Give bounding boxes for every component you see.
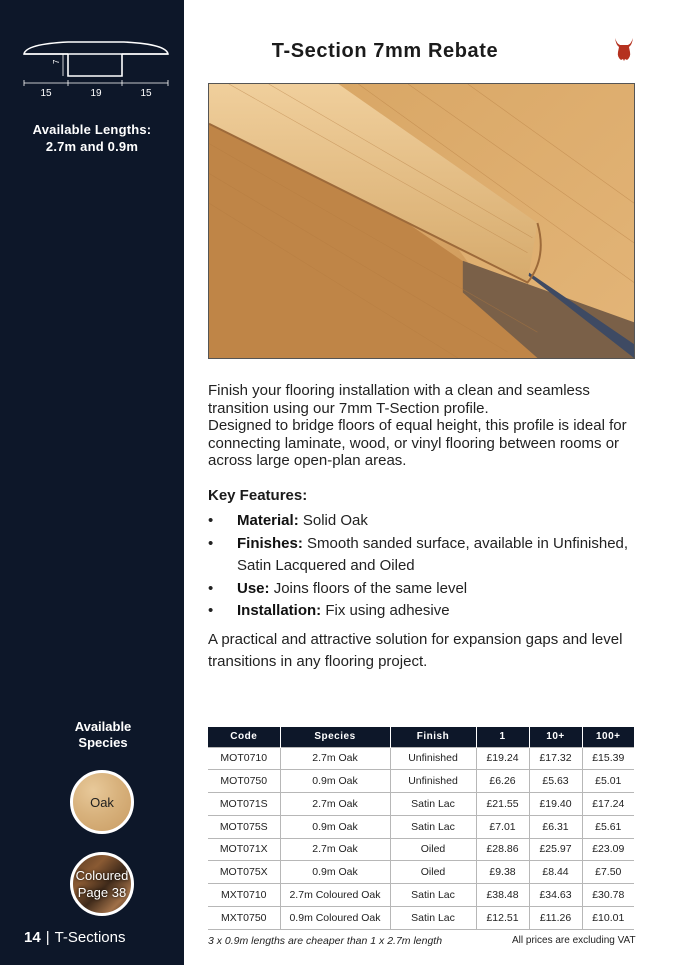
feature-text: Smooth sanded surface, available in Unfinished, Satin Lacquered and Oiled (237, 534, 629, 574)
table-cell: 2.7m Oak (280, 747, 390, 770)
price-table (208, 727, 634, 930)
species-heading-line1: Available (74, 719, 132, 734)
intro-line-1: Finish your flooring installation with a clean and seamless transition using our 7mm T-Section profile. (208, 382, 590, 417)
available-lengths-value: 2.7m and 0.9m (45, 139, 139, 154)
table-cell: £6.31 (529, 815, 582, 838)
species-swatch-coloured[interactable] (70, 852, 134, 916)
table-cell: 2.7m Coloured Oak (280, 884, 390, 907)
bullet-icon: • (208, 579, 214, 597)
table-cell: £5.63 (529, 770, 582, 793)
species-swatch-coloured-label (76, 867, 129, 901)
table-cell: MOT0710 (208, 747, 280, 770)
diagram-height-label: 7 (52, 59, 61, 64)
table-cell: 0.9m Oak (280, 770, 390, 793)
table-cell: Satin Lac (390, 815, 476, 838)
table-cell: £17.32 (529, 747, 582, 770)
column-header-code: Code (208, 727, 280, 747)
table-cell: 0.9m Coloured Oak (280, 906, 390, 929)
table-cell: £25.97 (529, 838, 582, 861)
product-photo (208, 83, 635, 359)
table-cell: £19.24 (476, 747, 529, 770)
table-header-row (208, 727, 634, 747)
table-cell: £6.26 (476, 770, 529, 793)
table-cell: £23.09 (582, 838, 634, 861)
table-cell: £8.44 (529, 861, 582, 884)
t-section-profile-diagram (18, 34, 174, 98)
bullet-icon: • (208, 534, 214, 552)
table-cell: £9.38 (476, 861, 529, 884)
table-row (208, 861, 634, 884)
table-cell: MOT071X (208, 838, 280, 861)
table-cell: £5.01 (582, 770, 634, 793)
table-row (208, 906, 634, 929)
table-cell: MOT075X (208, 861, 280, 884)
table-cell: £5.61 (582, 815, 634, 838)
table-cell: MOT071S (208, 793, 280, 816)
species-heading-line2: Species (78, 735, 128, 750)
diagram-width-label-middle: 19 (90, 88, 102, 98)
column-header-qty-10: 10+ (529, 727, 582, 747)
feature-text: Solid Oak (302, 512, 368, 529)
bull-logo-icon (612, 36, 636, 62)
page-number: 14 (24, 929, 41, 946)
feature-text: Joins floors of the same level (273, 579, 468, 597)
table-cell: MXT0710 (208, 884, 280, 907)
closing-text: A practical and attractive solution for expansion gaps and level transitions in any flooring project. (208, 631, 623, 670)
species-swatch-oak[interactable] (70, 770, 134, 834)
coloured-label-line1: Coloured (75, 868, 129, 883)
section-name: T-Sections (54, 929, 126, 946)
feature-item (208, 533, 648, 578)
table-cell: £28.86 (476, 838, 529, 861)
column-header-qty-1: 1 (476, 727, 529, 747)
table-cell: Satin Lac (390, 793, 476, 816)
price-table-body (208, 747, 634, 929)
available-lengths-heading: Available Lengths: (32, 122, 152, 137)
feature-label: Installation: (237, 602, 322, 619)
key-features-heading: Key Features: (208, 487, 308, 504)
table-cell: Satin Lac (390, 884, 476, 907)
sidebar (0, 0, 184, 965)
feature-item (208, 600, 648, 623)
feature-item (208, 510, 648, 533)
species-swatch-oak-label: Oak (90, 794, 114, 810)
available-species-heading (0, 719, 206, 751)
table-cell: £11.26 (529, 906, 582, 929)
table-cell: £21.55 (476, 793, 529, 816)
feature-label: Use: (237, 579, 270, 597)
table-cell: Unfinished (390, 770, 476, 793)
table-cell: Satin Lac (390, 906, 476, 929)
table-cell: £7.50 (582, 861, 634, 884)
page-footer (24, 929, 125, 946)
table-cell: 0.9m Oak (280, 815, 390, 838)
table-cell: MXT0750 (208, 906, 280, 929)
diagram-width-label-right: 15 (140, 88, 152, 98)
table-row (208, 770, 634, 793)
page-title: T-Section 7mm Rebate (271, 40, 499, 62)
table-row (208, 793, 634, 816)
table-cell: £12.51 (476, 906, 529, 929)
table-row (208, 815, 634, 838)
footer-divider: | (45, 929, 50, 946)
table-row (208, 838, 634, 861)
table-cell: £10.01 (582, 906, 634, 929)
table-cell: 2.7m Oak (280, 838, 390, 861)
available-lengths (0, 121, 184, 155)
table-cell: Unfinished (390, 747, 476, 770)
table-cell: Oiled (390, 838, 476, 861)
coloured-label-line2: Page 38 (77, 885, 127, 900)
bullet-icon: • (208, 512, 214, 529)
vat-note: All prices are excluding VAT (512, 935, 636, 946)
table-cell: £7.01 (476, 815, 529, 838)
intro-line-2: Designed to bridge floors of equal height, this profile is ideal for connecting laminate, wood, or vinyl flooring between rooms or across large open-plan areas. (208, 417, 627, 470)
table-cell: Oiled (390, 861, 476, 884)
table-cell: £30.78 (582, 884, 634, 907)
table-cell: £34.63 (529, 884, 582, 907)
table-cell: £19.40 (529, 793, 582, 816)
length-price-note: 3 x 0.9m lengths are cheaper than 1 x 2.7m length (208, 935, 443, 947)
table-row (208, 884, 634, 907)
key-features-list (208, 510, 648, 623)
table-cell: £17.24 (582, 793, 634, 816)
table-cell: MOT075S (208, 815, 280, 838)
table-cell: 0.9m Oak (280, 861, 390, 884)
feature-item (208, 578, 648, 601)
table-cell: £38.48 (476, 884, 529, 907)
feature-label: Finishes: (237, 534, 303, 552)
bullet-icon: • (208, 602, 214, 619)
table-row (208, 747, 634, 770)
table-cell: MOT0750 (208, 770, 280, 793)
intro-text (208, 382, 648, 470)
feature-label: Material: (237, 512, 299, 529)
diagram-width-label-left: 15 (40, 88, 52, 98)
table-cell: 2.7m Oak (280, 793, 390, 816)
feature-text: Fix using adhesive (325, 602, 450, 619)
table-cell: £15.39 (582, 747, 634, 770)
column-header-finish: Finish (390, 727, 476, 747)
column-header-species: Species (280, 727, 390, 747)
column-header-qty-100: 100+ (582, 727, 634, 747)
